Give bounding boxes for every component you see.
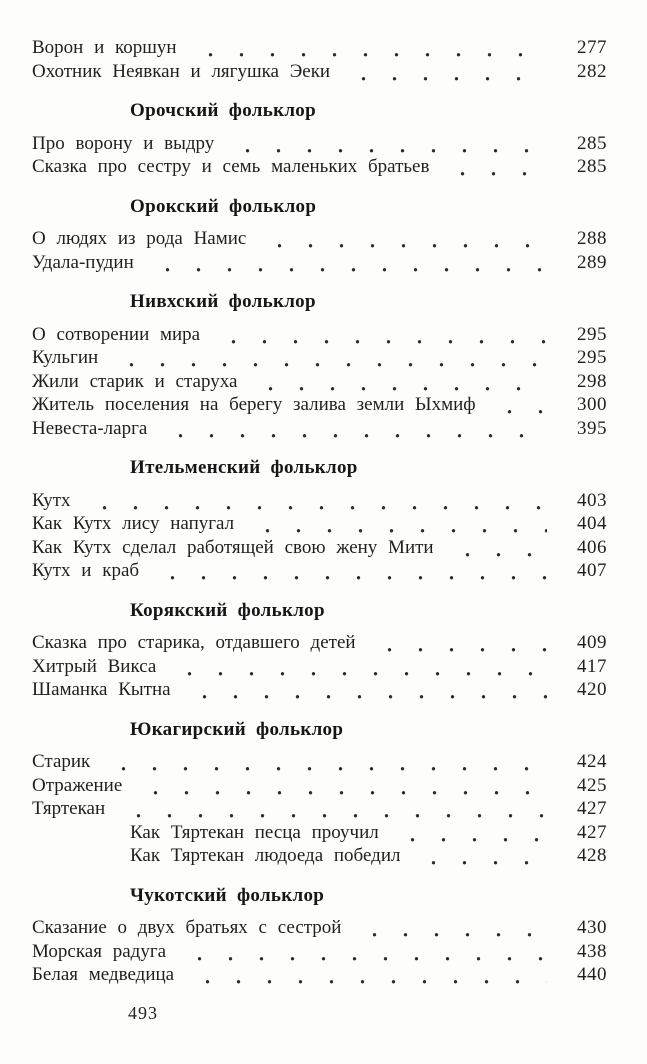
toc-entry-page: 285 bbox=[577, 132, 607, 154]
toc-entry-page: 295 bbox=[577, 347, 607, 368]
leader-dots bbox=[387, 821, 547, 845]
toc-entry bbox=[32, 750, 607, 774]
leader-dots bbox=[182, 963, 547, 987]
toc-entry bbox=[32, 417, 607, 441]
toc-entry bbox=[32, 916, 607, 940]
leader-dots bbox=[437, 155, 547, 179]
toc-entry-page: 298 bbox=[577, 370, 607, 392]
leader-dots bbox=[155, 417, 547, 441]
section-heading: Орочский фольклор bbox=[130, 100, 316, 121]
toc-entry-title: Кутх и краб bbox=[32, 560, 140, 581]
leader-dots bbox=[185, 36, 547, 60]
toc-entry-title: О людях из рода Намис bbox=[32, 228, 247, 249]
toc-entry-title: Хитрый Викса bbox=[32, 655, 157, 677]
toc-entry bbox=[32, 370, 607, 394]
leader-dots bbox=[174, 940, 547, 964]
toc-entry-title: Кульгин bbox=[32, 347, 99, 368]
toc-entry-page: 440 bbox=[577, 964, 607, 985]
toc-entry bbox=[32, 155, 607, 179]
leader-dots bbox=[364, 631, 547, 655]
toc-entry-title: Старик bbox=[32, 751, 91, 772]
toc-entry-page: 420 bbox=[577, 679, 607, 700]
toc-entry-title: Отражение bbox=[32, 774, 123, 796]
toc-entry-title: Охотник Неявкан и лягушка Эеки bbox=[32, 60, 331, 82]
toc-entry-title: Как Кутх сделал работящей свою жену Мити bbox=[32, 536, 434, 558]
leader-dots bbox=[442, 536, 547, 560]
leader-dots bbox=[113, 797, 547, 821]
section-heading: Корякский фольклор bbox=[130, 599, 325, 621]
leader-dots bbox=[349, 916, 547, 940]
leader-dots bbox=[484, 393, 547, 417]
folio-page-number: 493 bbox=[128, 1002, 158, 1023]
toc-entry bbox=[32, 536, 607, 560]
leader-dots bbox=[408, 844, 547, 868]
toc-entry bbox=[32, 60, 607, 84]
toc-entry bbox=[32, 393, 607, 417]
toc-entry bbox=[32, 36, 607, 60]
toc-entry-title: Как Тяртекан людоеда победил bbox=[130, 845, 401, 866]
toc-entry-page: 289 bbox=[577, 251, 607, 273]
toc-entry-title: Шаманка Кытна bbox=[32, 679, 171, 700]
toc-entry-title: О сотворении мира bbox=[32, 323, 201, 345]
leader-dots bbox=[179, 678, 547, 702]
leader-dots bbox=[164, 655, 547, 679]
leader-dots bbox=[130, 774, 547, 798]
section-heading: Орокский фольклор bbox=[130, 195, 317, 217]
toc-entry-title: Как Тяртекан песца проучил bbox=[130, 821, 379, 843]
toc-entry-title: Жили старик и старуха bbox=[32, 370, 238, 392]
toc-entry-title: Морская радуга bbox=[32, 940, 167, 962]
toc-entry-title: Про ворону и выдру bbox=[32, 132, 215, 154]
toc-entry-title: Кутх bbox=[32, 489, 71, 511]
toc-entry-title: Сказка про сестру и семь маленьких братьев bbox=[32, 156, 430, 177]
toc-entry bbox=[32, 227, 607, 251]
leader-dots bbox=[98, 750, 547, 774]
toc-entry bbox=[32, 631, 607, 655]
toc-entry-page: 285 bbox=[577, 156, 607, 177]
toc-entry-title: Ворон и коршун bbox=[32, 37, 177, 58]
toc-entry-page: 277 bbox=[577, 37, 607, 58]
toc-entry-page: 409 bbox=[577, 632, 607, 653]
toc-entry-title: Сказка про старика, отдавшего детей bbox=[32, 632, 356, 653]
toc-entry-page: 438 bbox=[577, 940, 607, 962]
toc-entry-sub bbox=[32, 821, 607, 845]
toc-entry-title: Удала-пудин bbox=[32, 251, 134, 273]
section-heading: Ительменский фольклор bbox=[130, 457, 358, 478]
toc-entry-page: 427 bbox=[577, 821, 607, 843]
leader-dots bbox=[147, 559, 547, 583]
leader-dots bbox=[79, 489, 547, 513]
toc-entry-title: Белая медведица bbox=[32, 964, 175, 985]
toc-entry-page: 425 bbox=[577, 774, 607, 796]
section-heading: Юкагирский фольклор bbox=[130, 718, 344, 740]
leader-dots bbox=[106, 346, 547, 370]
toc-entry bbox=[32, 940, 607, 964]
leader-dots bbox=[208, 323, 547, 347]
toc-entry bbox=[32, 251, 607, 275]
toc-entry-title: Сказание о двух братьях с сестрой bbox=[32, 917, 342, 938]
toc-entry-title: Как Кутх лису напугал bbox=[32, 513, 235, 534]
toc-entry-page: 295 bbox=[577, 323, 607, 345]
toc-entry-page: 403 bbox=[577, 489, 607, 511]
toc-entry-page: 407 bbox=[577, 560, 607, 581]
leader-dots bbox=[245, 370, 547, 394]
section-heading: Чукотский фольклор bbox=[130, 884, 325, 906]
toc-entry bbox=[32, 963, 607, 987]
toc-entry bbox=[32, 323, 607, 347]
toc-entry-title: Житель поселения на берегу залива земли Ыхмиф bbox=[32, 394, 476, 415]
toc-entry-sub bbox=[32, 844, 607, 868]
section-heading: Нивхский фольклор bbox=[130, 291, 316, 312]
toc-entry bbox=[32, 489, 607, 513]
toc-entry-page: 404 bbox=[577, 513, 607, 534]
toc-entry bbox=[32, 655, 607, 679]
toc-entry-page: 427 bbox=[577, 798, 607, 819]
toc-entry bbox=[32, 774, 607, 798]
leader-dots bbox=[242, 512, 547, 536]
toc-entry-page: 406 bbox=[577, 536, 607, 558]
toc-entry bbox=[32, 797, 607, 821]
toc-entry-title: Невеста-ларга bbox=[32, 417, 148, 439]
toc-entry bbox=[32, 512, 607, 536]
toc-entry-page: 424 bbox=[577, 751, 607, 772]
toc-entry bbox=[32, 132, 607, 156]
toc-entry bbox=[32, 346, 607, 370]
toc-entry-page: 282 bbox=[577, 60, 607, 82]
toc-entry-page: 395 bbox=[577, 417, 607, 439]
leader-dots bbox=[222, 132, 547, 156]
toc-entry-page: 428 bbox=[577, 845, 607, 866]
toc-entry bbox=[32, 678, 607, 702]
toc-entry-page: 417 bbox=[577, 655, 607, 677]
leader-dots bbox=[338, 60, 547, 84]
leader-dots bbox=[142, 251, 547, 275]
toc-entry-page: 300 bbox=[577, 394, 607, 415]
toc-entry-page: 430 bbox=[577, 917, 607, 938]
toc-entry bbox=[32, 559, 607, 583]
leader-dots bbox=[254, 227, 547, 251]
toc-entry-page: 288 bbox=[577, 228, 607, 249]
toc-entry-title: Тяртекан bbox=[32, 798, 106, 819]
